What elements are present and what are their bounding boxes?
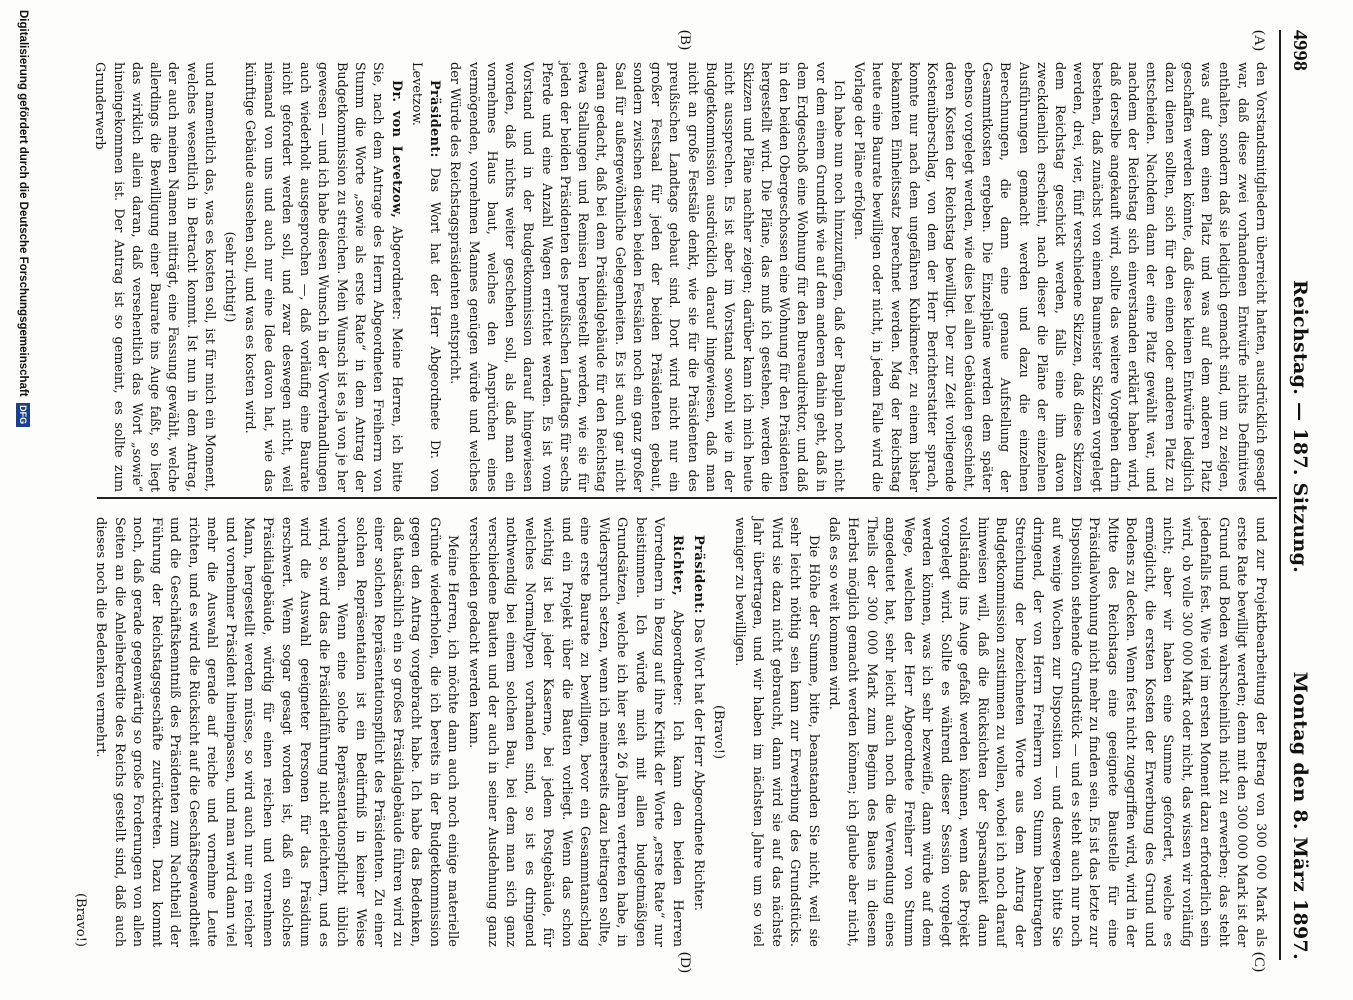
paragraph bbox=[240, 62, 404, 492]
margin-mark-b: (B) bbox=[677, 30, 693, 50]
speaker-label: Präsident: bbox=[427, 80, 443, 158]
column-divider bbox=[97, 497, 1277, 499]
right-column bbox=[68, 517, 1269, 947]
digitization-credit bbox=[8, 0, 38, 1000]
dfg-logo: DFG bbox=[16, 403, 30, 427]
speaker-label: Richter, bbox=[670, 535, 686, 597]
paragraph-text: Das Wort hat der Herr Abgeordnete Dr. von Levetzow. bbox=[408, 62, 443, 492]
paragraph-text: Das Wort hat der Herr Abgeordnete Richter. bbox=[690, 618, 706, 911]
margin-mark-d: (D) bbox=[677, 952, 693, 973]
credit-text: Digitalisierung gefördert durch die Deutsche Forschungsgemeinschaft bbox=[17, 10, 29, 397]
left-column bbox=[88, 62, 1269, 492]
margin-mark-c: (C) bbox=[1251, 952, 1267, 972]
page-header bbox=[1283, 30, 1313, 960]
paragraph: Ich habe nun noch hinzuzufügen, daß der Bauplan noch nicht vor dem einem Grundriß wie auf dem anderen dahin geht, daß in dem Erdgeschoß eine Wohnung für den Bureaudirektor, und daß in den beiden Obergeschossen eine Wohnung für den Präsidenten hergestellt wird. Die Pläne, das muß ich gestehen, werden die Skizzen und Pläne nachher zeigen; darüber kann ich mich heute nicht aussprechen. Es ist aber im Vorstand sowohl wie in der Budgetkommission ausdrücklich darauf hingewiesen, daß man nicht an große Festsäle denkt, wie sie für die Präsidenten des preußischen Landtags gebaut sind. Dort wird nicht nur ein großer Festsaal für jeden der beiden Präsidenten gebaut, sondern zwischen diesen beiden Festsälen noch ein ganz großer Saal für außergewöhnliche Gelegenheiten. Es ist auch gar nicht daran gedacht, daß bei dem Präsidialgebäude für den Reichstag etwa Stallungen und Remisen hergestellt werden, wie sie für jeden der beiden Präsidenten des preußischen Landtags für sechs Pferde und eine Anzahl Wagen errichtet werden. Es ist vom Vorstand und in der Budgetkommission darauf hingewiesen worden, daß nichts weiter geschehen soll, als daß man ein vornehmes Haus baut, welches den Ansprüchen eines vermögenden, vornehmen Mannes genügen würde und welches der Würde des Reichstagspräsidenten entspricht. bbox=[447, 62, 846, 493]
running-title: Reichstag. — 187. Sitzung. bbox=[1289, 280, 1311, 574]
paragraph-text: Abgeordneter: Meine Herren, ich bitte Sie, nach dem Antrage des Herrn Abgeordneten Freiherrn von Stumm die Worte „sowie als erste Rate“ in dem Antrag der Budgetkommission zu streichen. Mein Wunsch ist es ja von je her gewesen — und ich habe diesen Wunsch in der Vorverhandlungen auch wiederholt ausgesprochen —, daß vorläufig eine Baurate nicht gefordert werden soll, und zwar deswegen nicht, weil niemand von uns und auch nur eine Idee davon hat, wie das künftige Gebäude aussehen soll, und was es kosten wird. bbox=[242, 62, 404, 492]
paragraph bbox=[688, 517, 707, 947]
paragraph: Meine Herren, ich möchte dann auch noch einige materielle Gründe wiederholen, die ich bereits in der Budgetkommission gegen den Antrag vorgebracht habe. Ich habe das Bedenken, daß thatsächlich ein so großes Präsidialgebäude führen wird zu einer solchen Repräsentationspflicht des Präsidenten. Zu einer solchen Repräsentation ist ein Bedürfniß in keiner Weise vorhanden. Wenn eine solche Repräsentationspflicht üblich wird, so wird das die Präsidialführung nicht erleichtern, und es wird die Auswahl geeigneter Personen für das Präsidium erschwert. Wenn sogar gesagt worden ist, daß ein solches Präsidialgebäude, würdig für einen reichen und vornehmen Mann, hergestellt werden müsse, so wird auch nur ein reicher und vornehmer Präsident hineinpassen, und man wird dann viel mehr die Auswahl gerade auf reiche und vornehme Leute richten, und es wird die Rücksicht auf die Geschäftsgewandtheit und die Geschäftskenntniß des Präsidenten zum Nachtheil der Führung der Reichstagsgeschäfte zurücktreten. Dazu kommt noch, daß gerade gegenwärtig so große Forderungen von allen Seiten an die Anleihekredite des Reichs gestellt sind, daß auch dieses noch die Bedenken vermehrt. bbox=[93, 517, 461, 947]
interjection: (sehr richtig!) bbox=[222, 231, 238, 323]
speaker-label: Dr. von Levetzow, bbox=[388, 80, 404, 219]
margin-mark-a: (A) bbox=[1251, 30, 1267, 51]
header-rule bbox=[1279, 30, 1281, 960]
page-number: 4998 bbox=[1289, 30, 1311, 72]
interjection: (Bravo!) bbox=[711, 704, 727, 760]
paragraph: und zur Projektbearbeitung der Betrag von 300 000 Mark als erste Rate bewilligt werden; denn mit den 300 000 Mark ist der Grund und Boden wahrscheinlich nicht zu erwerben; das steht jedenfalls fest. Wie viel im ersten Moment dazu erforderlich sein wird, ob volle 300 000 Mark oder nicht, das wissen wir vorläufig nicht; aber wir haben eine Summe gefordert, welche es ermöglicht, die ersten Kosten der Erwerbung des Grund und Bodens zu decken. Wenn fest nicht zugegriffen wird, wird in der Mitte des Reichstags eine geeignete Baustelle für eine Präsidialwohnung nicht mehr zu finden sein. Es ist das letzte zur Disposition stehende Grundstück — und es steht auch nur noch auf wenige Wochen zur Disposition — und deswegen bitte Sie dringend, der von Herrn Freiherrn von Stumm beantragten Streichung der bezeichneten Worte aus dem Antrag der Budgetkommission zustimmen zu wollen, wobei ich noch darauf hinweisen will, daß die Rücksichten der Sparsamkeit dann vollständig ins Auge gefaßt werden können, wenn das Projekt vorgelegt wird. Sollte es während dieser Session vorgelegt werden können, was ich sehr bezweifle, dann würde auf dem Wege, welchen der Herr Abgeordnete Freiherr von Stumm angedeutet hat, sehr leicht auch noch die Verwendung eines Theils der 300 000 Mark zum Beginn des Baues in diesem Herbst möglich gemacht werden können; ich glaube aber nicht, daß es so weit kommen wird. bbox=[826, 517, 1268, 947]
paragraph bbox=[463, 517, 686, 947]
speaker-label: Präsident: bbox=[690, 535, 706, 614]
paragraph-text: Abgeordneter: Ich kann den beiden Herren Vorrednern in Bezug auf ihre Kritik der Worte „erste Rate“ nur beistimmen. Ich würde mich mit allen budgetmäßigen Grundsätzen, welche ich hier seit 26 Jahren vertreten habe, in Widerspruch setzen, wenn ich meinerseits dazu beitragen sollte, eine erste Baurate zu bewilligen, bevor ein Gesammtanschlag und ein Projekt über die Bauten vorliegt. Wenn das schon wichtig ist bei jeder Kaserne, bei jedem Postgebäude, für welches Normaltypen vorhanden sind, so ist es dringend nothwendig bei einem solchen Bau, bei dem man sich ganz verschiedene Bauten und der auch in seiner Ausdehnung ganz verschieden gedacht werden kann. bbox=[466, 517, 686, 947]
paragraph: und namentlich das, was es kosten soll, ist für mich ein Moment, welches wesentlich in Betracht kommt. Ist nun in dem Antrag, der auch meinen Namen mitträgt, eine Fassung gewählt, welche allerdings die Bewilligung einer Baurate ins Auge faßt, so liegt das wirklich allein daran, daß versehentlich das Wort „sowie“ hineingekommen ist. Der Antrag ist so gemeint, es sollte zum Grunderwerb bbox=[92, 62, 217, 492]
paragraph bbox=[407, 62, 444, 492]
paragraph: den Vorstandsmitgliedern überreicht hatten, ausdrücklich gesagt war, daß diese zwei vorhandenen Entwürfe nichts Definitives enthalten, sondern daß sie lediglich gemacht sind, um zu zeigen, was auf dem einen Platz und was auf dem anderen Platz geschaffen werden könnte, daß diese kleinen Entwürfe lediglich dazu dienen sollten, sich für den einen oder anderen Platz zu entscheiden. Nachdem dann der eine Platz gewählt war, und nachdem der Reichstag sich einverstanden erklärt haben wird, daß derselbe angekauft wird, sollte das weitere Vorgehen darin bestehen, daß zunächst von einem Baumeister Skizzen vorgelegt werden, drei, vier, fünf verschiedene Skizzen, daß diese Skizzen dem Reichstag geschickt werden, falls eine ihm davon zweckdienlich erscheint, nach dieser die Pläne der einzelnen Ausführungen gemacht werden und dazu die einzelnen Berechnungen, die dann eine genaue Aufstellung der Gesammtkosten ergeben. Die Einzelpläne werden dem später ebenso vorgelegt werden, wie dies bei allen Gebäuden geschieht, deren Kosten der Reichstag bewilligt. Der zur Zeit vorliegende Kostenüberschlag, von dem der Herr Berichterstatter sprach, konnte nur nach dem ungefähren Kubikmeter, zu einem bisher bekannten Einheitssatz berechnet werden. Mag der Reichstag heute eine Baurate bewilligen oder nicht, in jedem Falle wird die Vorlage der Pläne erfolgen. bbox=[851, 62, 1268, 492]
session-date: Montag den 8. März 1897. bbox=[1289, 671, 1311, 960]
paragraph: Die Höhe der Summe, bitte, beanstanden Sie nicht, weil sie sehr leicht nöthig sein kann zur Erwerbung des Grundstücks. Wird sie dazu nicht gebraucht, dann wird sie auf das nächste Jahr übertragen, und wir haben im nächsten Jahre um so viel weniger zu bewilligen. bbox=[731, 517, 821, 947]
interjection: (Bravo!) bbox=[72, 892, 88, 947]
